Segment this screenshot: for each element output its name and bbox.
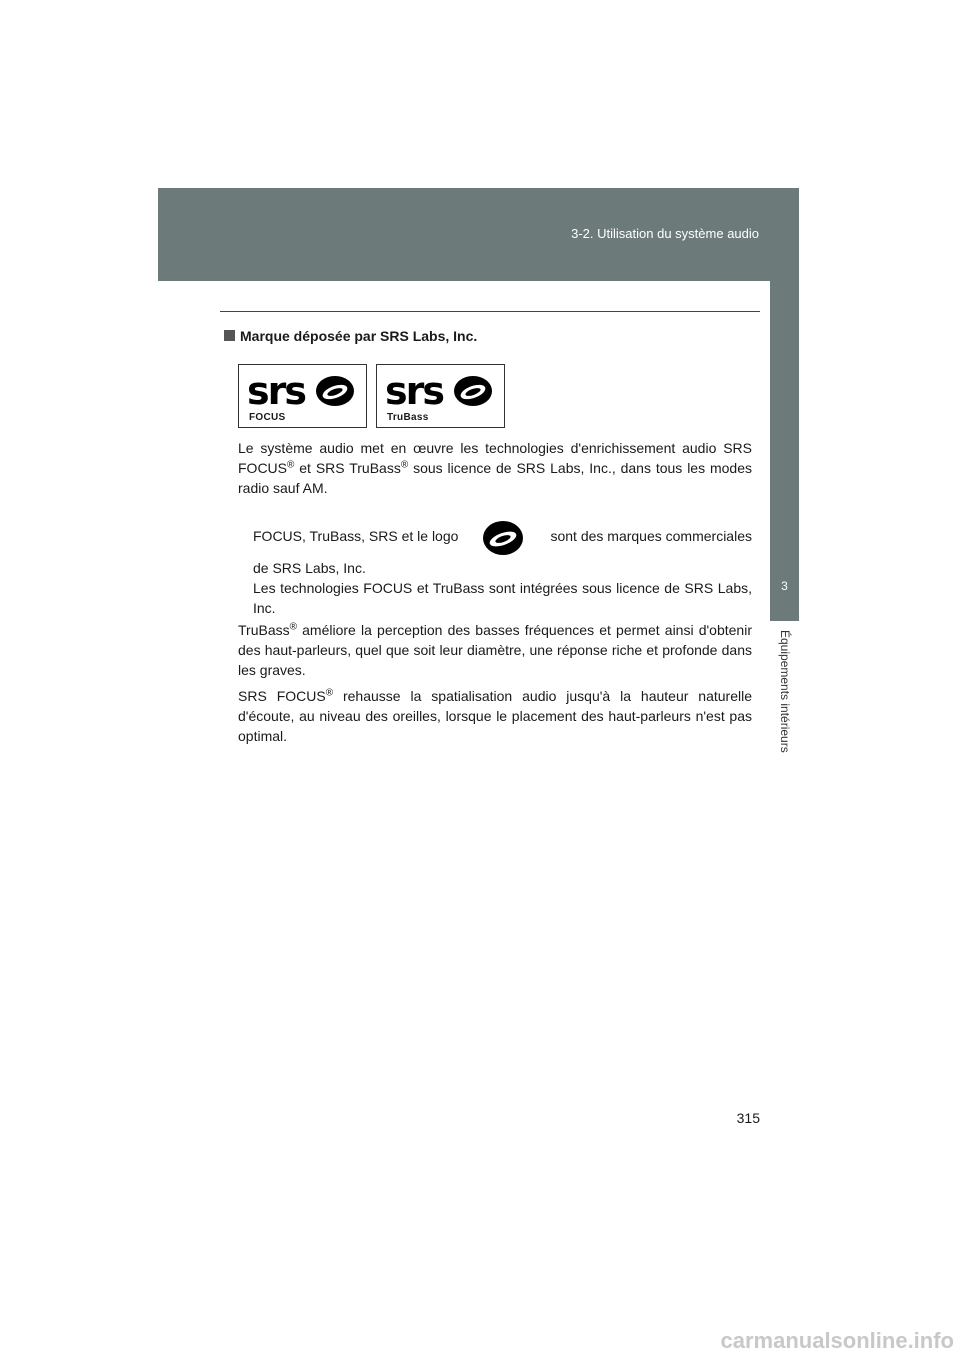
logo-subtitle: FOCUS (249, 412, 286, 423)
chapter-side-label (773, 630, 797, 790)
section-title: Marque déposée par SRS Labs, Inc. (224, 328, 477, 344)
trademark-note-line: FOCUS, TruBass, SRS et le logo sont des marques commerciales (253, 518, 752, 558)
srs-trubass-logo (376, 364, 505, 428)
srs-focus-logo (238, 364, 367, 428)
watermark: carmanualsonline.info (720, 1328, 954, 1353)
srs-wordmark-icon (245, 371, 357, 411)
chapter-number: 3 (781, 579, 788, 593)
paragraph-focus: SRS FOCUS® rehausse la spatialisation audio jusqu'à la hauteur naturelle d'écoute, au niveau des oreilles, lorsque le placement des haut-parleurs n'est pas optimal. (238, 687, 752, 744)
page-number: 315 (736, 1110, 760, 1126)
chapter-tab (770, 281, 799, 621)
paragraph-trubass: TruBass® améliore la perception des basses fréquences et permet ainsi d'obtenir des haut-parleurs, quel que soit leur diamètre, une réponse riche et profonde dans les graves. (238, 621, 752, 678)
svg-text:srs: srs (247, 371, 305, 411)
paragraph-intro: Le système audio met en œuvre les technologies d'enrichissement audio SRS FOCUS® et SRS TruBass® sous licence de SRS Labs, Inc., dans tous les modes radio sauf AM. (238, 440, 752, 496)
section-divider (220, 311, 760, 312)
logo-subtitle: TruBass (387, 412, 429, 423)
srs-wordmark-icon (383, 371, 495, 411)
srs-logo-icon (481, 518, 527, 558)
square-bullet-icon (224, 330, 235, 341)
svg-text:srs: srs (385, 371, 443, 411)
chapter-label: Équipements intérieurs (778, 630, 792, 753)
trademark-note: de SRS Labs, Inc. Les technologies FOCUS et TruBass sont intégrées sous licence de SRS Labs, Inc. (253, 560, 752, 616)
srs-logos (238, 364, 505, 428)
chapter-header (158, 188, 799, 281)
header-title: 3-2. Utilisation du système audio (571, 226, 759, 241)
